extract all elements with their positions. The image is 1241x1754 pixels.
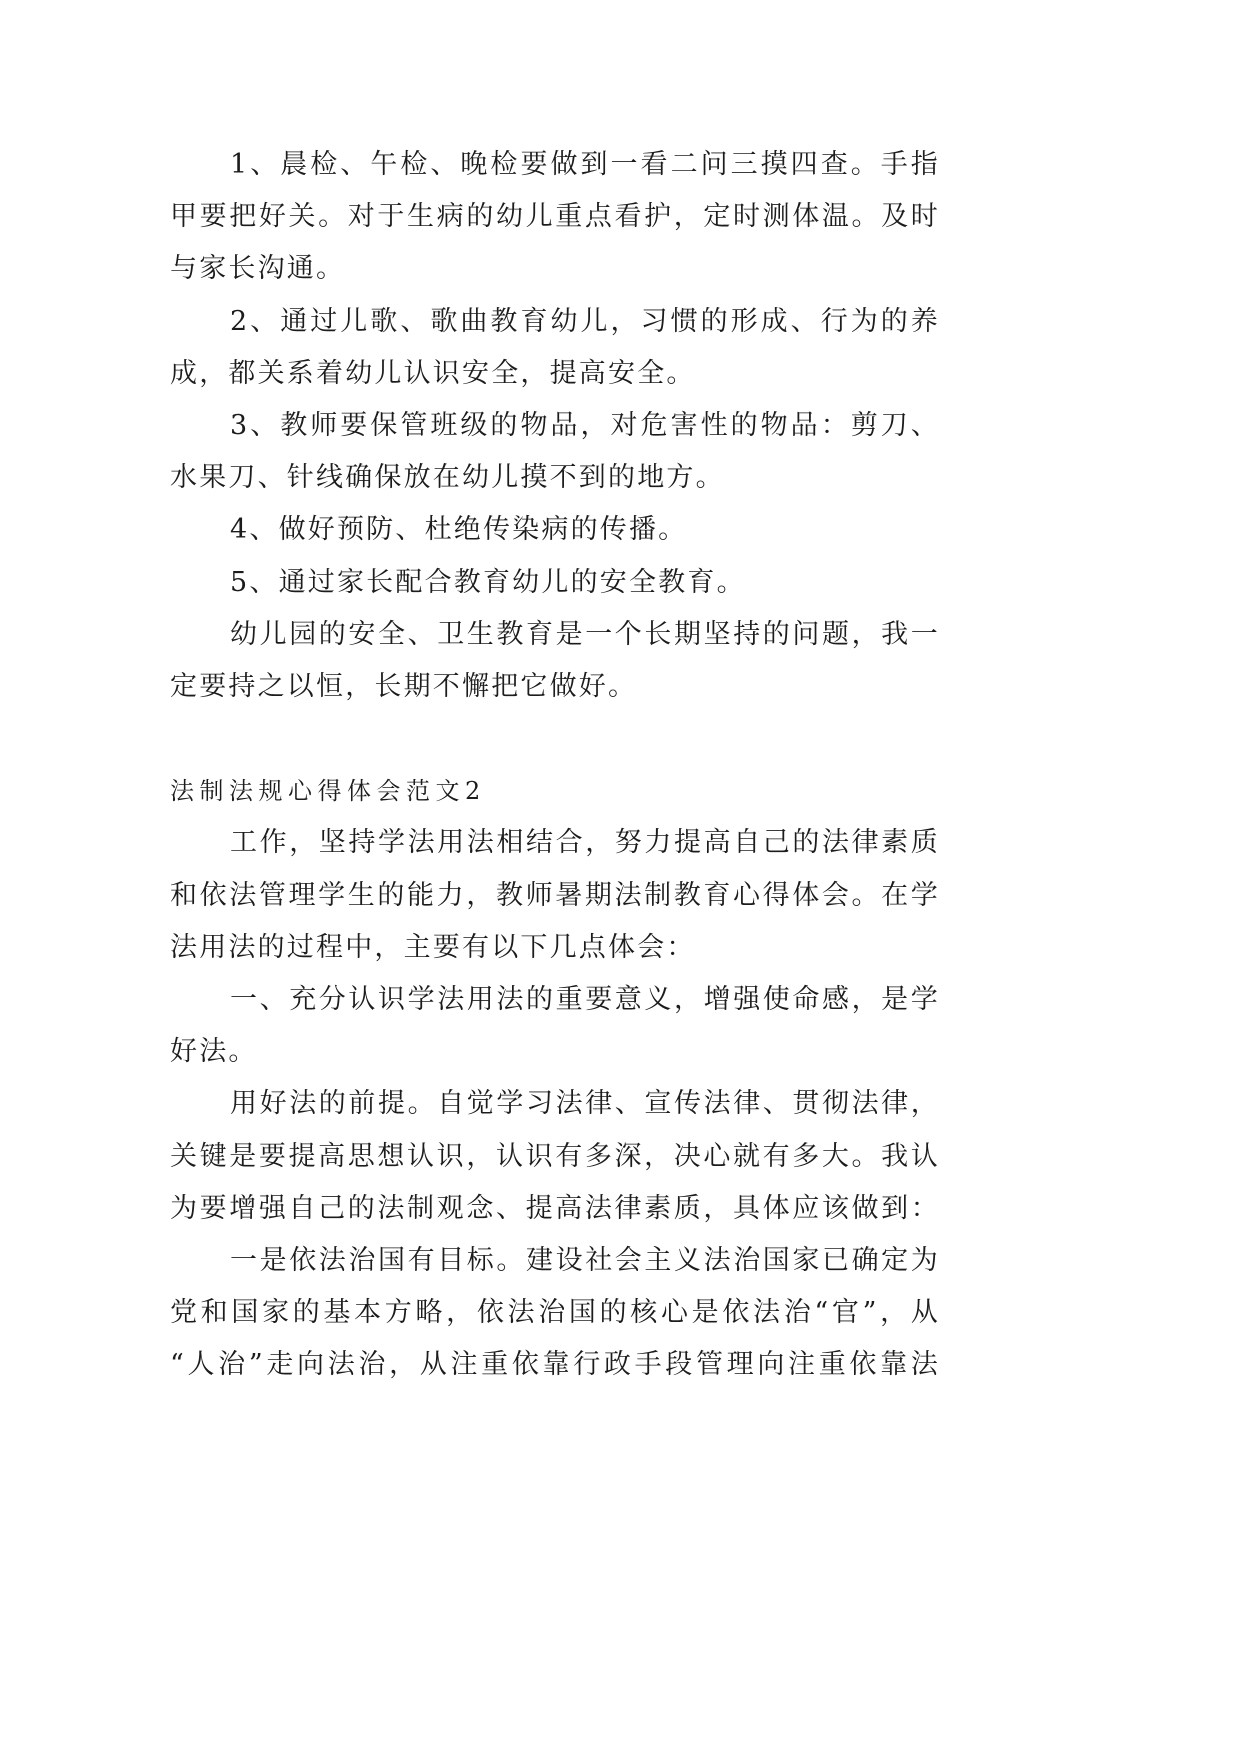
text-line: 为要增强自己的法制观念、提高法律素质，具体应该做到： [170,1192,940,1224]
paragraph [170,1078,940,1235]
text-line: 党和国家的基本方略，依法治国的核心是依法治“官”，从 [170,1297,940,1329]
paragraph [170,139,940,296]
text-line: 2、通过儿歌、歌曲教育幼儿，习惯的形成、行为的养 [230,305,940,337]
text-line: 和依法管理学生的能力，教师暑期法制教育心得体会。在学 [170,879,940,911]
text-line: 甲要把好关。对于生病的幼儿重点看护，定时测体温。及时 [170,201,940,233]
paragraph [170,504,940,556]
section-1 [170,139,940,713]
paragraph [170,817,940,974]
text-line: 法用法的过程中，主要有以下几点体会： [170,931,696,963]
text-line: 一、充分认识学法用法的重要意义，增强使命感，是学 [230,984,940,1015]
text-line: 水果刀、针线确保放在幼儿摸不到的地方。 [170,462,725,494]
text-line: 幼儿园的安全、卫生教育是一个长期坚持的问题，我一 [230,618,940,650]
text-line: 5、通过家长配合教育幼儿的安全教育。 [230,566,746,598]
document-body [170,139,940,1392]
text-line: 好法。 [170,1036,258,1068]
section-2 [170,765,940,1391]
text-line: 1、晨检、午检、晚检要做到一看二问三摸四查。手指 [230,149,940,180]
paragraph [170,296,940,400]
text-line: 定要持之以恒，长期不懈把它做好。 [170,670,638,702]
paragraph [170,1235,940,1392]
paragraph [170,557,940,609]
text-line: 成，都关系着幼儿认识安全，提高安全。 [170,357,696,389]
text-line: 关键是要提高思想认识，认识有多深，决心就有多大。我认 [170,1140,940,1172]
paragraph [170,400,940,504]
text-line: 3、教师要保管班级的物品，对危害性的物品：剪刀、 [230,409,940,441]
text-line: 一是依法治国有目标。建设社会主义法治国家已确定为 [230,1244,940,1276]
paragraph [170,974,940,1078]
section-heading: 法制法规心得体会范文2 [170,777,486,806]
text-line: 用好法的前提。自觉学习法律、宣传法律、贯彻法律， [230,1088,940,1120]
paragraph [170,609,940,713]
text-line: “人治”走向法治，从注重依靠行政手段管理向注重依靠法 [170,1349,940,1381]
text-line: 4、做好预防、杜绝传染病的传播。 [230,514,688,546]
text-line: 与家长沟通。 [170,253,346,285]
text-line: 工作，坚持学法用法相结合，努力提高自己的法律素质 [230,827,940,859]
